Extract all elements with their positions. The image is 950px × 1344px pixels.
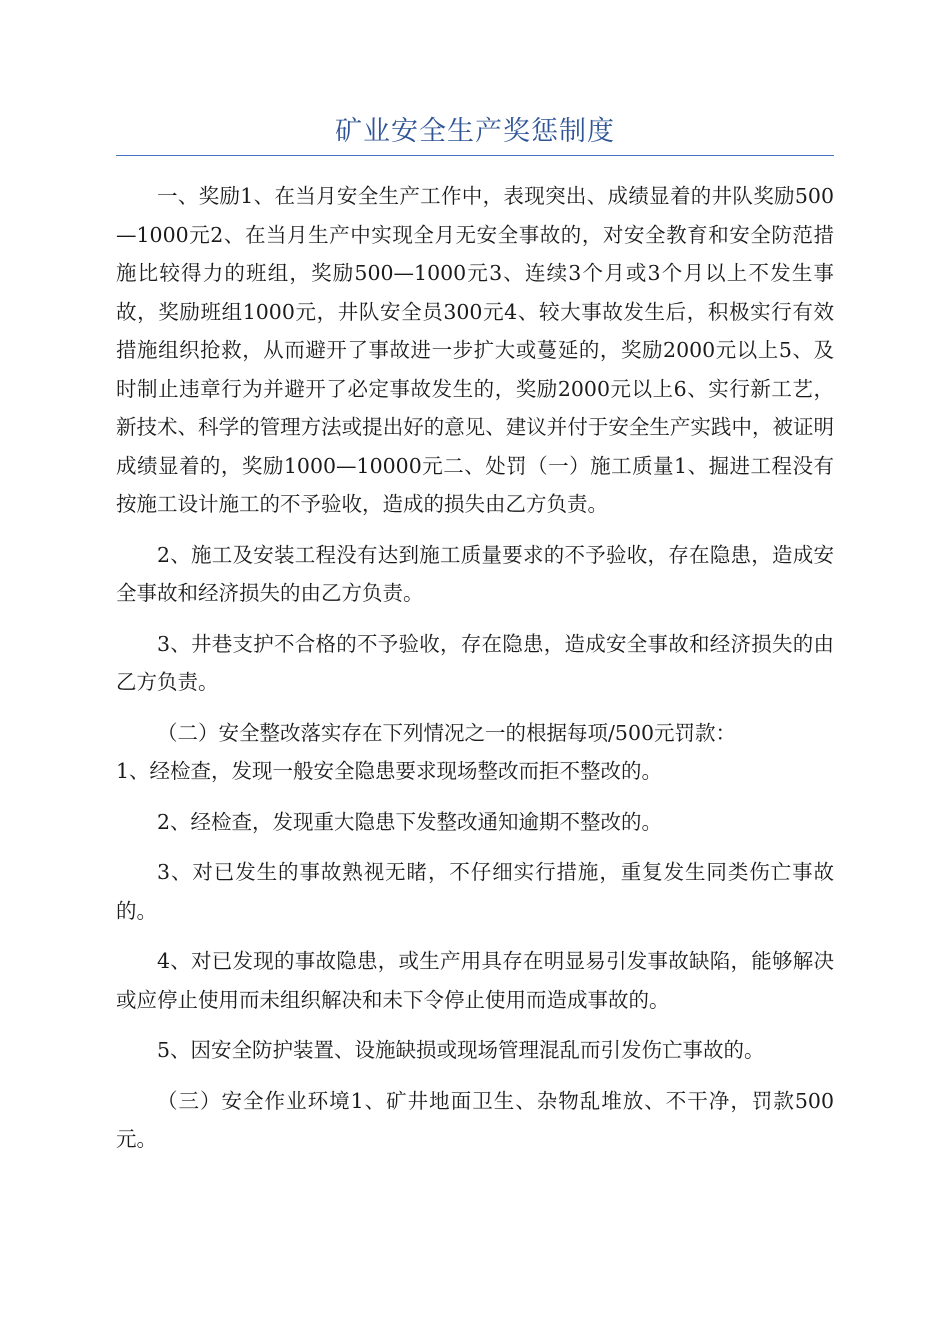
section-three-paragraph: （三）安全作业环境1、矿井地面卫生、杂物乱堆放、不干净，罚款500元。 bbox=[116, 1088, 834, 1151]
section-two-item-1: 1、经检查，发现一般安全隐患要求现场整改而拒不整改的。 bbox=[116, 759, 663, 783]
section-two-block bbox=[116, 714, 834, 791]
paragraph-construction-2: 2、施工及安装工程没有达到施工质量要求的不予验收，存在隐患，造成安全事故和经济损失的由乙方负责。 bbox=[116, 542, 834, 605]
title-underline bbox=[116, 155, 834, 156]
document-title: 矿业安全生产奖惩制度 bbox=[335, 116, 615, 147]
paragraph-rewards: 一、奖励1、在当月安全生产工作中，表现突出、成绩显着的井队奖励500—1000元2、在当月生产中实现全月无安全事故的，对安全教育和安全防范措施比较得力的班组，奖励500—1000元3、连续3个月或3个月以上不发生事故，奖励班组1000元，井队安全员300元4、较大事故发生后，积极实行有效措施组织抢救，从而避开了事故进一步扩大或蔓延的，奖励2000元以上5、及时制止违章行为并避开了必定事故发生的，奖励2000元以上6、实行新工艺，新技术、科学的管理方法或提出好的意见、建议并付于安全生产实践中，被证明成绩显着的，奖励1000—10000元二、处罚（一）施工质量1、掘进工程没有按施工设计施工的不予验收，造成的损失由乙方负责。 bbox=[116, 184, 834, 516]
section-two-header: （二）安全整改落实存在下列情况之一的根据每项/500元罚款： bbox=[157, 720, 737, 745]
section-two-item-3: 3、对已发生的事故熟视无睹，不仔细实行措施，重复发生同类伤亡事故的。 bbox=[116, 860, 834, 923]
document-page bbox=[116, 112, 834, 1159]
section-two-item-2: 2、经检查，发现重大隐患下发整改通知逾期不整改的。 bbox=[157, 809, 663, 834]
paragraph-construction-3: 3、井巷支护不合格的不予验收，存在隐患，造成安全事故和经济损失的由乙方负责。 bbox=[116, 631, 834, 694]
section-two-item-5: 5、因安全防护装置、设施缺损或现场管理混乱而引发伤亡事故的。 bbox=[157, 1038, 765, 1062]
section-two-item-4: 4、对已发现的事故隐患，或生产用具存在明显易引发事故缺陷，能够解决或应停止使用而未组织解决和未下令停止使用而造成事故的。 bbox=[116, 949, 834, 1012]
